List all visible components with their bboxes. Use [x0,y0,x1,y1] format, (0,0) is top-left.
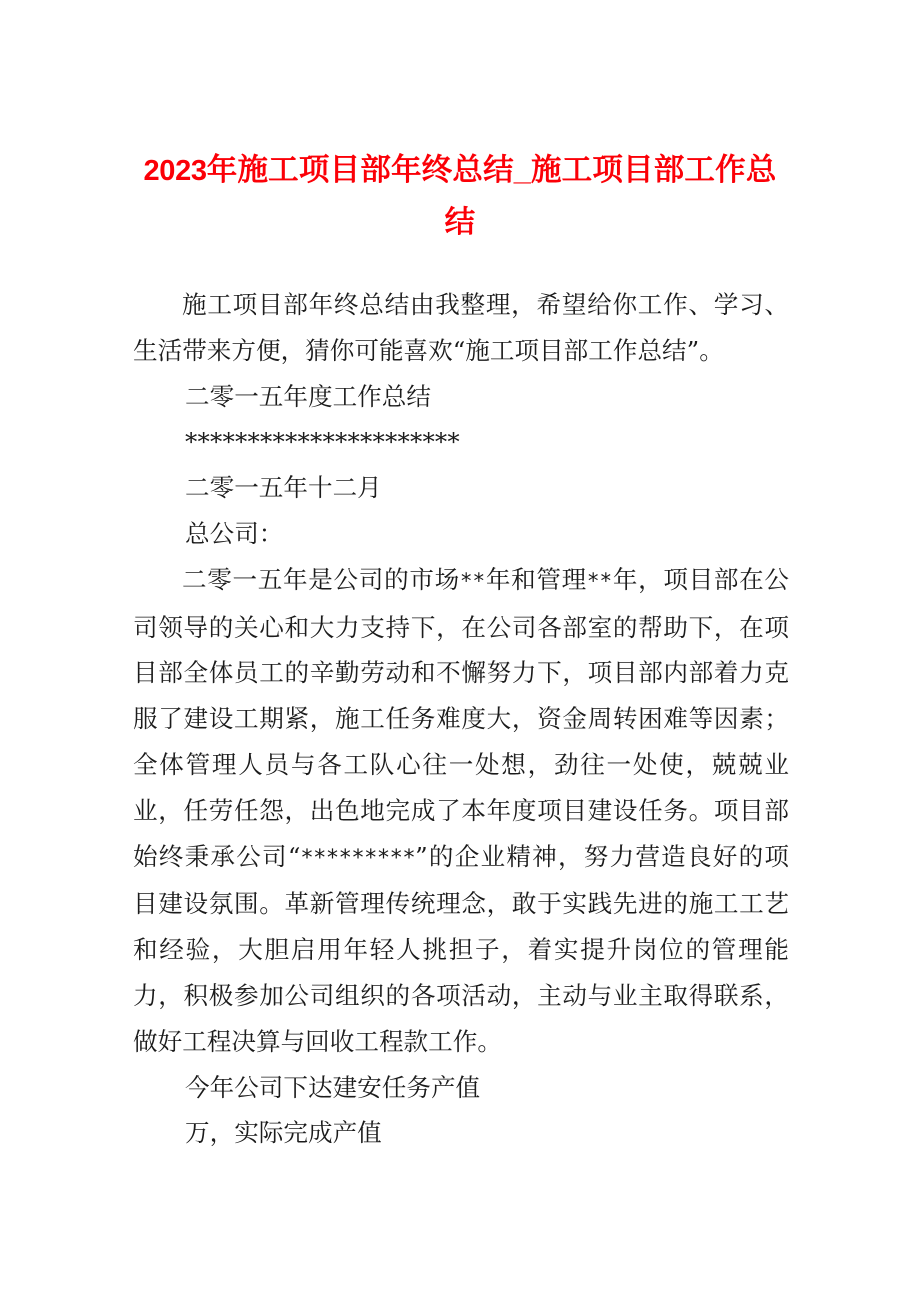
title-line1-tail: 施工项目部工 [530,152,716,188]
main-body-segment-c: 年，项目部在公司领导的关心和大力支持下，在公司各部室的帮助下，在项目部全体员工的辛勤劳动和不懈努力下，项目部内部着力克服了建设工期紧，施工任务难度大，资金周转困难等因素；全体管理人员与各工队心往一处想，劲往一处使，兢兢业业，任劳任怨，出色地完成了本年度项目建设任务。项目部始终秉承公司“ [133,564,789,871]
paragraph-report-date: 二零一五年十二月 [185,473,382,503]
paragraph-salutation: 总公司： [185,518,284,548]
main-body-segment-d: ”的企业精神，努力营造良好的项目建设氛围。革新管理传统理念，敢于实践先进的施工工艺和经验，大胆启用年轻人挑担子，着实提升岗位的管理能力，积极参加公司组织的各项活动，主动与业主取得联系，做好工程决算与回收工程款工作。 [133,841,790,1056]
document-body [133,282,789,1156]
title-line1-rest: 年施工项目部年终总结 [206,152,514,188]
paragraph-main-body [133,557,789,1065]
title-line2: 作总结 [444,152,777,240]
main-body-asterisks-1: ** [459,568,486,593]
main-body-asterisks-2: ** [586,568,613,593]
title-year: 2023 [143,155,207,187]
paragraph-output-line-2: 万，实际完成产值 [185,1118,382,1148]
paragraph-intro: 施工项目部年终总结由我整理，希望给你工作、学习、生活带来方便，猜你可能喜欢“施工项目部工作总结”。 [133,290,789,365]
paragraph-output-line-1: 今年公司下达建安任务产值 [185,1072,481,1102]
title-separator: _ [513,153,531,187]
paragraph-report-heading: 二零一五年度工作总结 [185,381,431,411]
main-body-asterisks-3: ********* [300,845,416,871]
page-title [133,145,787,248]
main-body-segment-b: 年和管理 [485,564,587,594]
main-body-segment-a: 二零一五年是公司的市场 [182,564,460,594]
paragraph-asterisk-divider: ********************** [185,427,460,457]
